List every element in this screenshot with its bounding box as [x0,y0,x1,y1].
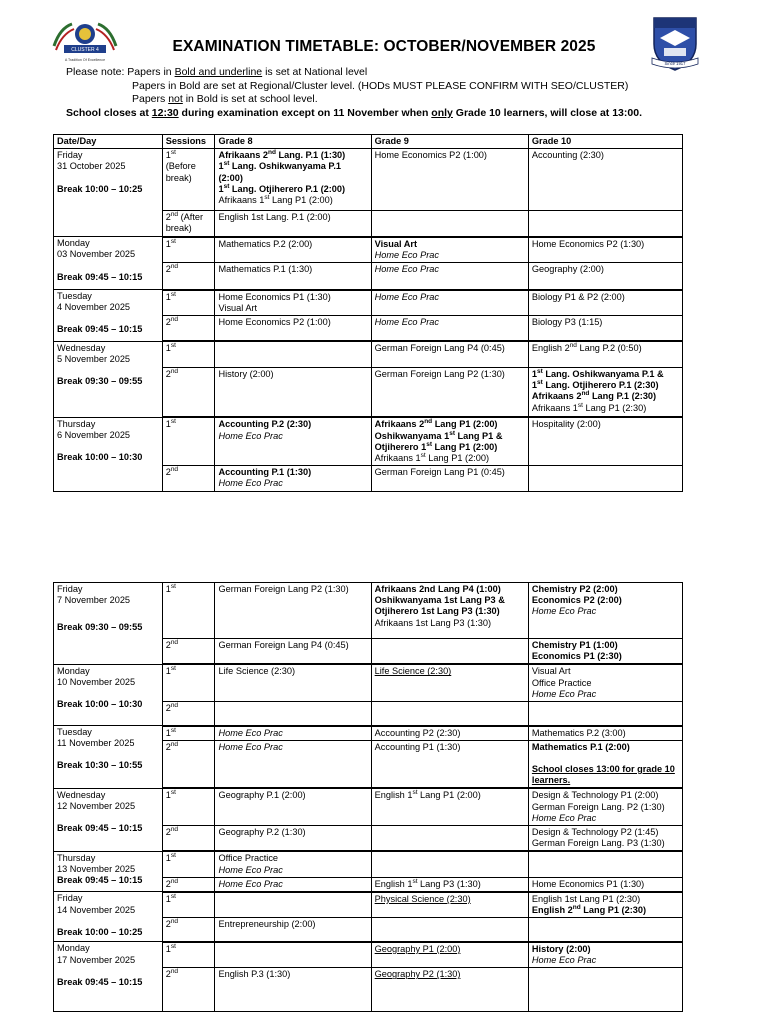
day-cell: Friday 14 November 2025 Break 10:00 – 10:25 [54,892,163,942]
session-cell: 2nd [162,740,215,788]
table-row [54,942,683,968]
header-sessions: Sessions [162,135,215,149]
grade9-cell: English 1st Lang P1 (2:00) [371,788,528,825]
grade10-cell: English 2nd Lang P.2 (0:50) [528,341,682,367]
note-line-3: Papers not in Bold is set at school level. [132,93,318,106]
session-cell: 1st [162,942,215,968]
grade9-cell: Home Eco Prac [371,263,528,290]
grade9-cell: Visual Art Home Eco Prac [371,237,528,263]
grade9-cell: Life Science (2:30) [371,664,528,701]
table-row [54,417,683,465]
grade10-cell: Biology P1 & P2 (2:00) [528,290,682,316]
day-cell: Tuesday 11 November 2025 Break 10:30 – 10:55 [54,726,163,789]
day-cell: Monday 17 November 2025 Break 09:45 – 10:15 [54,942,163,1012]
session-cell: 2nd [162,466,215,491]
grade8-cell: Home Eco Prac [215,740,371,788]
grade10-cell: Home Economics P2 (1:30) [528,237,682,263]
session-cell: 2nd [162,877,215,892]
grade9-cell: Home Eco Prac [371,315,528,341]
table-row [54,788,683,825]
session-cell: 1st [162,237,215,263]
grade9-cell [371,639,528,665]
grade8-cell [215,892,371,918]
page-title: EXAMINATION TIMETABLE: OCTOBER/NOVEMBER 2025 [172,38,596,55]
session-cell: 1st [162,788,215,825]
session-cell: 2nd [162,367,215,417]
svg-text:A Tradition Of Excellence: A Tradition Of Excellence [64,58,106,62]
grade9-cell: German Foreign Lang P2 (1:30) [371,367,528,417]
grade8-cell: History (2:00) [215,367,371,417]
header-grade9: Grade 9 [371,135,528,149]
grade8-cell: English P.3 (1:30) [215,968,371,1012]
grade9-cell: Home Eco Prac [371,290,528,316]
grade8-cell: Home Eco Prac [215,877,371,892]
day-cell: Monday 10 November 2025 Break 10:00 – 10:30 [54,664,163,725]
day-cell: Wednesday 12 November 2025 Break 09:45 – 10:15 [54,788,163,851]
grade10-cell: Design & Technology P1 (2:00) German Foreign Lang. P2 (1:30) Home Eco Prac [528,788,682,825]
grade9-cell: Physical Science (2:30) [371,892,528,918]
session-cell: 1st [162,851,215,877]
session-cell: 2nd [162,263,215,290]
table-row [54,892,683,918]
table-row [54,851,683,877]
grade10-cell: Visual Art Office Practice Home Eco Prac [528,664,682,701]
session-cell: 2nd [162,702,215,726]
grade8-cell: German Foreign Lang P4 (0:45) [215,639,371,665]
grade9-cell: Home Economics P2 (1:00) [371,149,528,211]
grade10-cell [528,702,682,726]
grade8-cell: Mathematics P.2 (2:00) [215,237,371,263]
grade10-cell [528,466,682,491]
grade8-cell [215,942,371,968]
grade10-cell: Chemistry P2 (2:00) Economics P2 (2:00) Home Eco Prac [528,583,682,639]
grade8-cell: German Foreign Lang P2 (1:30) [215,583,371,639]
session-cell: 2nd [162,315,215,341]
grade9-cell [371,825,528,851]
table-row [54,726,683,741]
grade9-cell: Accounting P1 (1:30) [371,740,528,788]
grade9-cell: Accounting P2 (2:30) [371,726,528,741]
grade9-cell: Geography P1 (2:00) [371,942,528,968]
grade10-cell: Hospitality (2:00) [528,417,682,465]
grade9-cell: German Foreign Lang P1 (0:45) [371,466,528,491]
grade8-cell: Afrikaans 2nd Lang. P.1 (1:30) 1st Lang. Oshikwanyama P.1 (2:00) 1st Lang. Otjiherero P.1 (2:00) Afrikaans 1st Lang P1 (2:00) [215,149,371,211]
session-cell: 1st (Before break) [162,149,215,211]
grade9-cell [371,918,528,942]
grade10-cell: Chemistry P1 (1:00) Economics P1 (2:30) [528,639,682,665]
session-cell: 2nd [162,825,215,851]
day-cell: Friday 31 October 2025 Break 10:00 – 10:25 [54,149,163,237]
grade9-cell [371,851,528,877]
grade9-cell: Afrikaans 2nd Lang P4 (1:00) Oshikwanyama 1st Lang P3 & Otjiherero 1st Lang P3 (1:30) Afrikaans 1st Lang P3 (1:30) [371,583,528,639]
grade8-cell: Life Science (2:30) [215,664,371,701]
svg-text:Since 1917: Since 1917 [664,61,686,66]
svg-text:CLUSTER 4: CLUSTER 4 [71,47,99,53]
table-row [54,149,683,211]
timetable-part-1 [53,134,683,492]
grade8-cell: Accounting P.2 (2:30) Home Eco Prac [215,417,371,465]
day-cell: Monday 03 November 2025 Break 09:45 – 10:15 [54,237,163,290]
table-row [54,237,683,263]
grade10-cell [528,851,682,877]
grade8-cell: Geography P.1 (2:00) [215,788,371,825]
session-cell: 1st [162,892,215,918]
grade10-cell: Mathematics P.2 (3:00) [528,726,682,741]
grade9-cell: Geography P2 (1:30) [371,968,528,1012]
grade9-cell: Afrikaans 2nd Lang P1 (2:00) Oshikwanyama 1st Lang P1 & Otjiherero 1st Lang P1 (2:00) Afrikaans 1st Lang P1 (2:00) [371,417,528,465]
grade10-cell: History (2:00) Home Eco Prac [528,942,682,968]
grade9-cell: English 1st Lang P3 (1:30) [371,877,528,892]
grade10-cell: Design & Technology P2 (1:45) German Foreign Lang. P3 (1:30) [528,825,682,851]
grade8-cell [215,341,371,367]
day-cell: Thursday 13 November 2025 Break 09:45 – 10:15 [54,851,163,892]
grade10-cell: Accounting (2:30) [528,149,682,211]
session-cell: 1st [162,341,215,367]
header-day: Date/Day [54,135,163,149]
grade8-cell: Mathematics P.1 (1:30) [215,263,371,290]
session-cell: 1st [162,583,215,639]
grade10-cell: 1st Lang. Oshikwanyama P.1 & 1st Lang. Otjiherero P.1 (2:30) Afrikaans 2nd Lang P.1 (2:30) Afrikaans 1st Lang P1 (2:30) [528,367,682,417]
session-cell: 1st [162,726,215,741]
day-cell: Friday 7 November 2025 Break 09:30 – 09:55 [54,583,163,665]
grade8-cell: Accounting P.1 (1:30) Home Eco Prac [215,466,371,491]
session-cell: 2nd [162,639,215,665]
table-row [54,290,683,316]
session-cell: 2nd [162,968,215,1012]
grade8-cell: Home Economics P1 (1:30) Visual Art [215,290,371,316]
grade9-cell [371,211,528,237]
grade9-cell [371,702,528,726]
session-cell: 1st [162,290,215,316]
grade10-cell: Mathematics P.1 (2:00) School closes 13:00 for grade 10 learners. [528,740,682,788]
day-cell: Wednesday 5 November 2025 Break 09:30 – 09:55 [54,341,163,417]
grade8-cell: Geography P.2 (1:30) [215,825,371,851]
table-row [54,341,683,367]
grade10-cell: Home Economics P1 (1:30) [528,877,682,892]
grade8-cell: Home Eco Prac [215,726,371,741]
grade8-cell: Home Economics P2 (1:00) [215,315,371,341]
table-row [54,583,683,639]
session-cell: 2nd (After break) [162,211,215,237]
grade8-cell: Office Practice Home Eco Prac [215,851,371,877]
grade10-cell: English 1st Lang P1 (2:30) English 2nd Lang P1 (2:30) [528,892,682,918]
grade8-cell: English 1st Lang. P.1 (2:00) [215,211,371,237]
grade10-cell [528,918,682,942]
note-line-4: School closes at 12:30 during examination except on 11 November when only Grade 10 learners, will close at 13:00. [66,106,642,119]
grade10-cell [528,968,682,1012]
note-line-2: Papers in Bold are set at Regional/Cluster level. (HODs MUST PLEASE CONFIRM WITH SEO/CLUSTER) [132,79,629,92]
session-cell: 2nd [162,918,215,942]
session-cell: 1st [162,417,215,465]
grade10-cell: Biology P3 (1:15) [528,315,682,341]
day-cell: Tuesday 4 November 2025 Break 09:45 – 10:15 [54,290,163,342]
grade8-cell: Entrepreneurship (2:00) [215,918,371,942]
table-row [54,664,683,701]
header-grade10: Grade 10 [528,135,682,149]
grade10-cell: Geography (2:00) [528,263,682,290]
grade10-cell [528,211,682,237]
header-grade8: Grade 8 [215,135,371,149]
table-header-row [54,135,683,149]
timetable-part-2 [53,582,683,1012]
session-cell: 1st [162,664,215,701]
grade9-cell: German Foreign Lang P4 (0:45) [371,341,528,367]
note-line-1: Please note: Papers in Bold and underline is set at National level [66,66,368,78]
grade8-cell [215,702,371,726]
notes-block [0,66,768,120]
day-cell: Thursday 6 November 2025 Break 10:00 – 10:30 [54,417,163,491]
